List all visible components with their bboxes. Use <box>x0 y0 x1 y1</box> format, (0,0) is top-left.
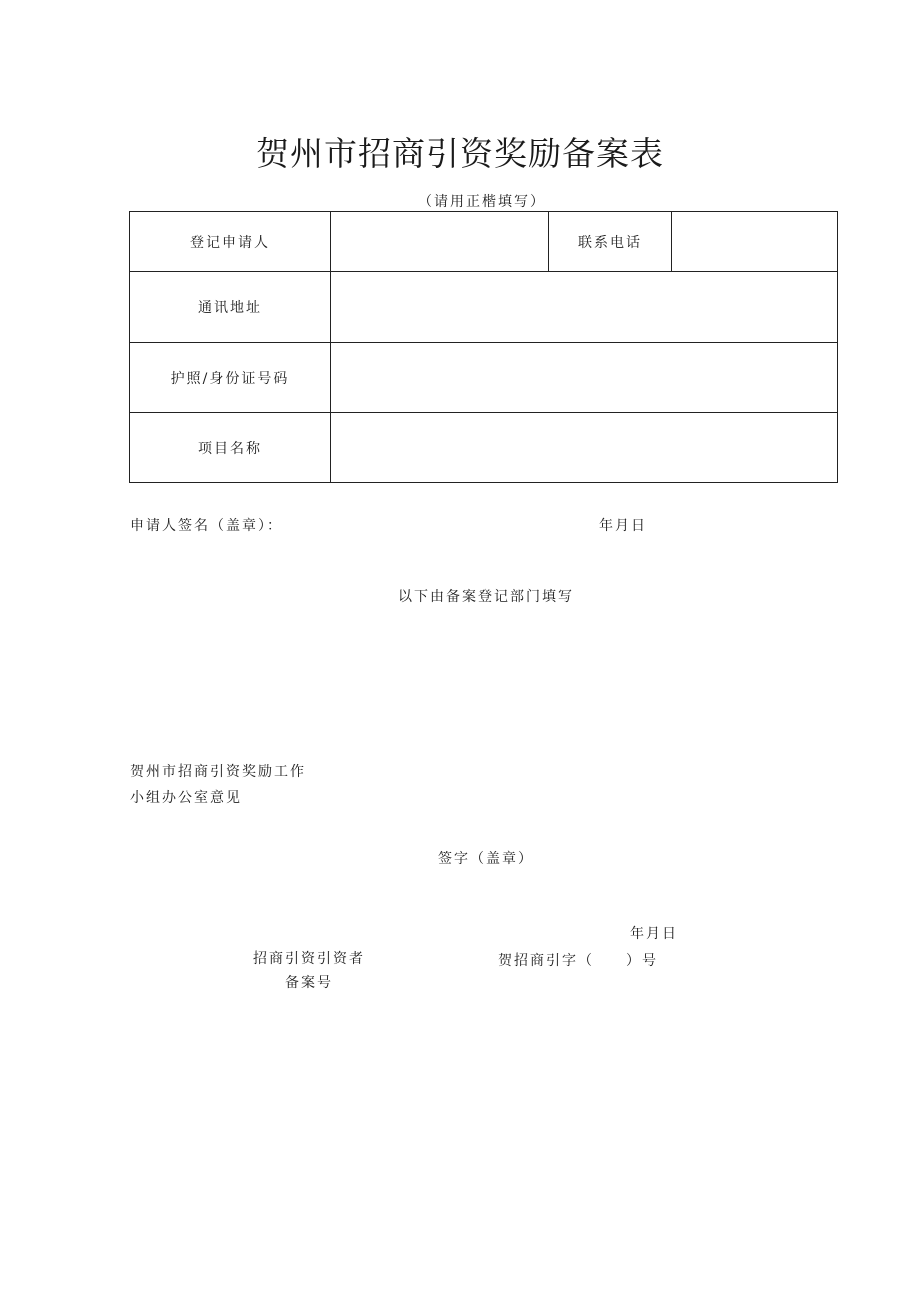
phone-label: 联系电话 <box>549 212 672 272</box>
applicant-label: 登记申请人 <box>130 212 331 272</box>
office-opinion-label-line2: 小组办公室意见 <box>130 790 242 806</box>
project-name-field[interactable] <box>331 413 838 483</box>
applicant-signature-label: 申请人签名（盖章）： <box>130 518 283 534</box>
table-row-id <box>130 343 838 413</box>
office-sign-label: 签字（盖章） <box>438 851 534 867</box>
record-number-label-line2: 备案号 <box>285 975 333 991</box>
page-subtitle: （请用正楷填写） <box>418 194 546 210</box>
address-field[interactable] <box>331 272 838 343</box>
address-label: 通讯地址 <box>130 272 331 343</box>
table-row-applicant <box>130 212 838 272</box>
office-opinion-label-line1: 贺州市招商引资奖励工作 <box>130 764 306 780</box>
id-number-field[interactable] <box>331 343 838 413</box>
project-name-label: 项目名称 <box>130 413 331 483</box>
registration-form-table <box>129 211 838 483</box>
department-section-note: 以下由备案登记部门填写 <box>398 589 574 605</box>
table-row-address <box>130 272 838 343</box>
record-number-label-line1: 招商引资引资者 <box>253 951 365 967</box>
id-number-label: 护照/身份证号码 <box>130 343 331 413</box>
applicant-signature-date: 年月日 <box>599 518 647 534</box>
phone-field[interactable] <box>672 212 838 272</box>
page-title: 贺州市招商引资奖励备案表 <box>256 134 664 173</box>
office-sign-date: 年月日 <box>630 926 678 942</box>
record-number-value: 贺招商引字（ ）号 <box>498 953 658 969</box>
applicant-field[interactable] <box>331 212 549 272</box>
table-row-project <box>130 413 838 483</box>
